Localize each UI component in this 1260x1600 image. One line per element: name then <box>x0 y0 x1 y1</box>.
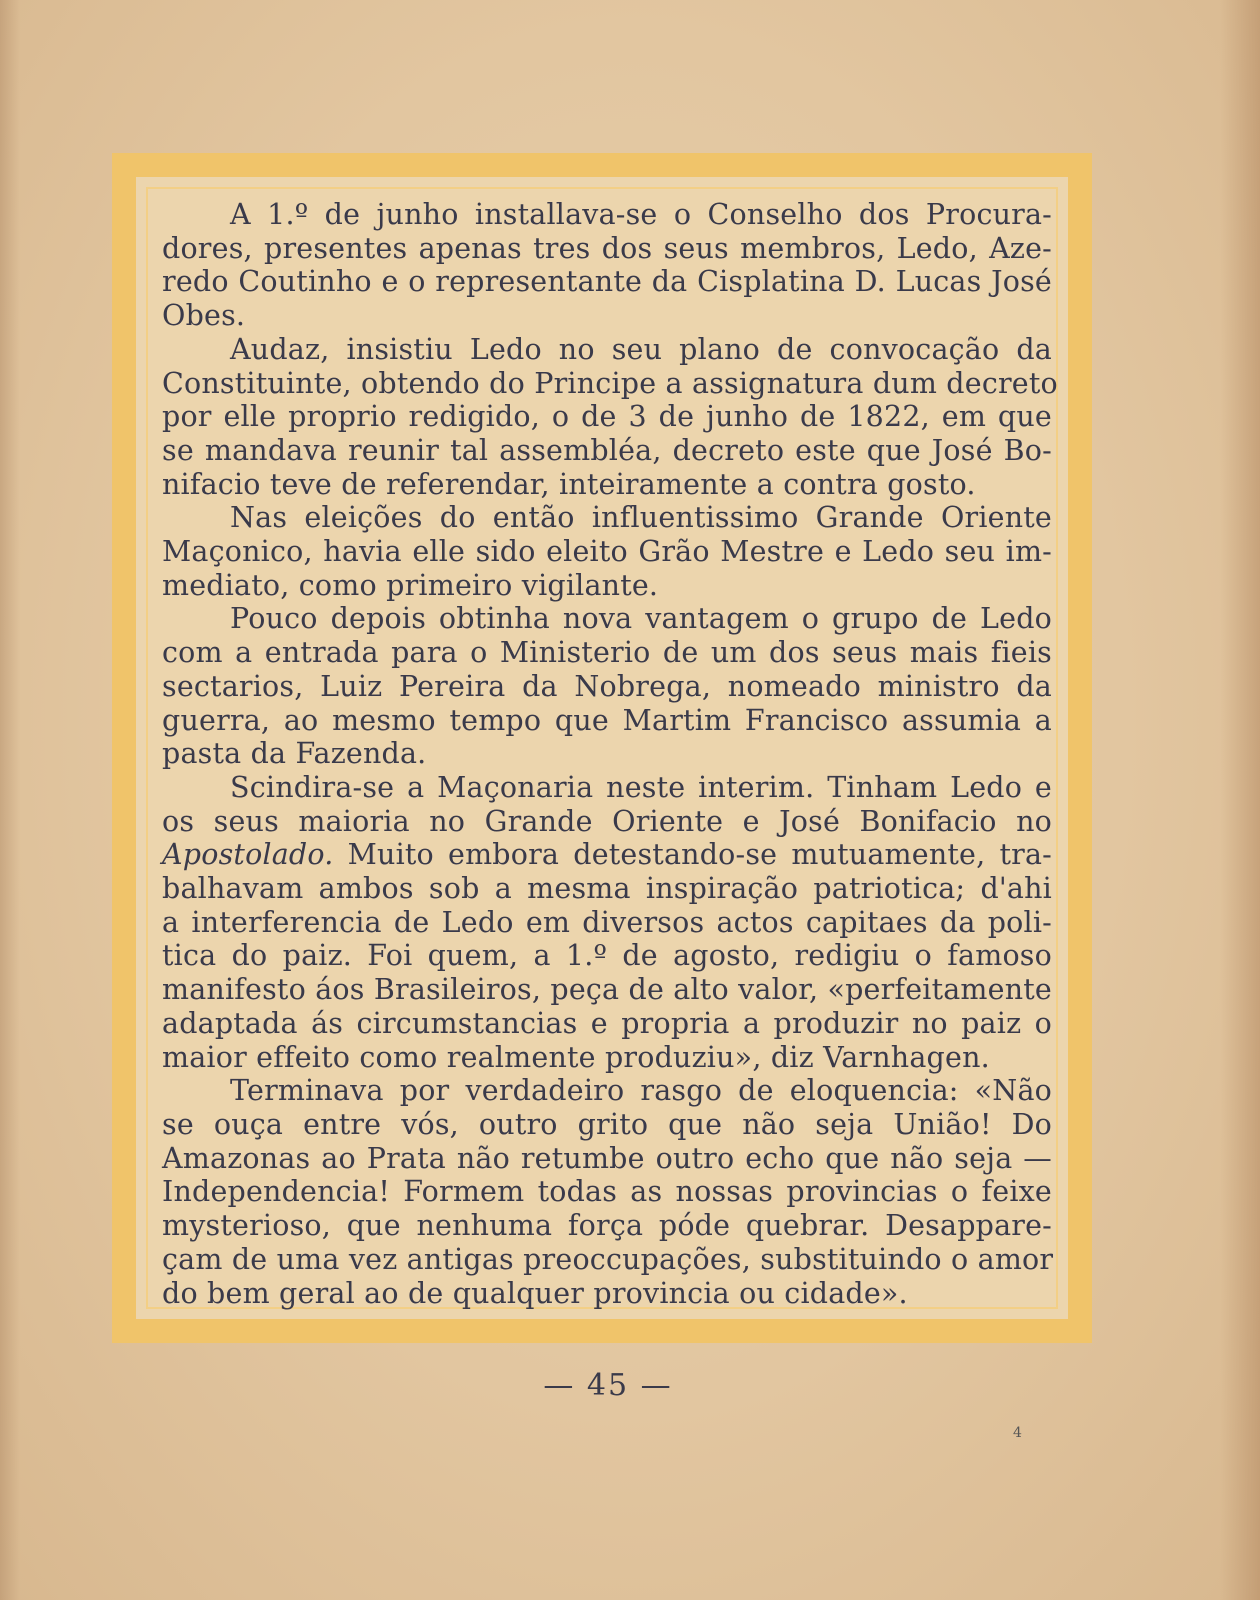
text-line: a interferencia de Ledo em diversos actos capitaes da poli- <box>162 905 1052 939</box>
text-line: por elle proprio redigido, o de 3 de junho de 1822, em que <box>162 400 1052 434</box>
paragraph-3 <box>162 501 1052 602</box>
text-line: Maçonico, havia elle sido eleito Grão Mestre e Ledo seu im- <box>162 535 1052 569</box>
text-line: tica do paiz. Foi quem, a 1.º de agosto, redigiu o famoso <box>162 939 1052 973</box>
page-edge-shadow-right <box>1220 0 1260 1600</box>
text-line: pasta da Fazenda. <box>162 737 427 771</box>
text-line: redo Coutinho e o representante da Cisplatina D. Lucas José <box>162 265 1052 299</box>
text-line: Scindira-se a Maçonaria neste interim. Tinham Ledo e <box>230 770 1052 804</box>
text-line: com a entrada para o Ministerio de um dos seus mais fieis <box>162 636 1052 670</box>
paragraph-6 <box>162 1074 1052 1310</box>
text-line: Obes. <box>162 299 246 333</box>
text-line: Independencia! Formem todas as nossas provincias o feixe <box>162 1175 1052 1209</box>
text-line: manifesto áos Brasileiros, peça de alto valor, «perfeitamente <box>162 973 1052 1007</box>
text-line: Audaz, insistiu Ledo no seu plano de convocação da <box>230 332 1052 366</box>
paragraph-2 <box>162 332 1058 502</box>
text-line: do bem geral ao de qualquer provincia ou cidade». <box>162 1276 908 1310</box>
text-line: guerra, ao mesmo tempo que Martim Francisco assumia a <box>162 703 1052 737</box>
paragraph-1 <box>162 198 1052 333</box>
text-line: Constituinte, obtendo do Principe a assignatura dum decreto <box>162 366 1058 400</box>
page-number: — 45 — <box>543 1368 673 1403</box>
text-line: Terminava por verdadeiro rasgo de eloquencia: «Não <box>230 1074 1052 1108</box>
text-line: A 1.º de junho installava-se o Conselho dos Procura- <box>230 198 1052 231</box>
text-line: dores, presentes apenas tres dos seus membros, Ledo, Aze- <box>162 231 1052 265</box>
text-line: mediato, como primeiro vigilante. <box>162 568 659 602</box>
text-line-with-italic <box>162 838 1052 872</box>
text-line: se ouça entre vós, outro grito que não seja União! Do <box>162 1107 1052 1141</box>
text-line: nifacio teve de referendar, inteiramente a contra gosto. <box>162 467 976 501</box>
text-line: os seus maioria no Grande Oriente e José Bonifacio no <box>162 804 1052 838</box>
page-edge-shadow-left <box>0 0 20 1600</box>
text-line: maior effeito como realmente produziu», diz Varnhagen. <box>162 1040 990 1074</box>
text-line: sectarios, Luiz Pereira da Nobrega, nomeado ministro da <box>162 669 1052 703</box>
text-line: Nas eleições do então influentissimo Grande Oriente <box>230 501 1052 535</box>
text-line: balhavam ambos sob a mesma inspiração patriotica; d'ahi <box>162 872 1052 906</box>
body-text <box>162 198 1058 1310</box>
text-line-rest: Muito embora detestando-se mutuamente, tra- <box>333 838 1052 872</box>
paragraph-4 <box>162 602 1052 771</box>
text-line: çam de uma vez antigas preoccupações, substituindo o amor <box>162 1242 1054 1276</box>
text-line: mysterioso, que nenhuma força póde quebrar. Desappare- <box>162 1209 1052 1243</box>
italic-term: Apostolado. <box>162 838 334 872</box>
text-line: se mandava reunir tal assembléa, decreto este que José Bo- <box>162 433 1052 467</box>
paragraph-5 <box>162 771 1052 1074</box>
text-line: adaptada ás circumstancias e propria a produzir no paiz o <box>162 1006 1052 1040</box>
text-line: Amazonas ao Prata não retumbe outro echo que não seja — <box>162 1141 1052 1175</box>
text-line: Pouco depois obtinha nova vantagem o grupo de Ledo <box>230 602 1052 636</box>
signature-mark: 4 <box>1013 1425 1022 1441</box>
